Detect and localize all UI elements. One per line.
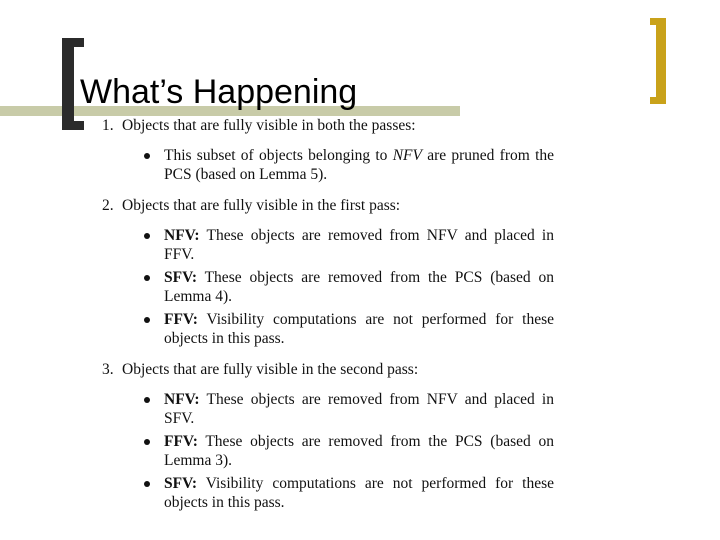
paper-excerpt bbox=[98, 116, 554, 524]
bullet-item bbox=[164, 146, 554, 184]
item-heading: Objects that are fully visible in the first pass: bbox=[122, 197, 401, 214]
bullet-text: These objects are removed from the PCS (based on Lemma 4). bbox=[164, 269, 554, 305]
list-item-1 bbox=[98, 116, 554, 184]
bullet-label: FFV: bbox=[164, 311, 198, 328]
bullet-list bbox=[122, 146, 554, 184]
bullet-item bbox=[164, 390, 554, 428]
bullet-item bbox=[164, 226, 554, 264]
bullet-text-em: NFV bbox=[392, 147, 422, 164]
bullet-icon bbox=[144, 153, 150, 159]
bullet-label: NFV: bbox=[164, 391, 200, 408]
bullet-icon bbox=[144, 275, 150, 281]
bullet-text: Visibility computations are not performed for these objects in this pass. bbox=[164, 475, 554, 511]
right-bracket-decoration bbox=[656, 18, 666, 104]
bullet-label: FFV: bbox=[164, 433, 198, 450]
bullet-icon bbox=[144, 317, 150, 323]
list-item-3 bbox=[98, 360, 554, 512]
bullet-text: These objects are removed from the PCS (based on Lemma 3). bbox=[164, 433, 554, 469]
item-number: 3. bbox=[102, 361, 114, 378]
bullet-list bbox=[122, 390, 554, 512]
item-number: 2. bbox=[102, 197, 114, 214]
left-bracket-bottom bbox=[62, 121, 84, 130]
item-heading: Objects that are fully visible in both the passes: bbox=[122, 117, 416, 134]
bullet-item bbox=[164, 474, 554, 512]
bullet-icon bbox=[144, 439, 150, 445]
item-number: 1. bbox=[102, 117, 114, 134]
bullet-item bbox=[164, 432, 554, 470]
slide-title: What’s Happening bbox=[80, 73, 358, 111]
bullet-list bbox=[122, 226, 554, 348]
bullet-label: SFV: bbox=[164, 269, 198, 286]
bullet-text: These objects are removed from NFV and placed in SFV. bbox=[164, 391, 554, 427]
bullet-icon bbox=[144, 481, 150, 487]
bullet-icon bbox=[144, 397, 150, 403]
bullet-text-post: are pruned from the PCS (based on Lemma 5). bbox=[164, 147, 555, 183]
right-bracket-bottom bbox=[650, 97, 666, 104]
list-item-2 bbox=[98, 196, 554, 348]
right-bracket-top bbox=[650, 18, 666, 25]
bullet-text: These objects are removed from NFV and placed in FFV. bbox=[164, 227, 554, 263]
bullet-item bbox=[164, 310, 554, 348]
bullet-text-pre: This subset of objects belonging to bbox=[164, 147, 393, 164]
left-bracket-decoration bbox=[62, 38, 74, 130]
bullet-label: NFV: bbox=[164, 227, 200, 244]
bullet-text: Visibility computations are not performed for these objects in this pass. bbox=[164, 311, 554, 347]
item-heading: Objects that are fully visible in the second pass: bbox=[122, 361, 419, 378]
bullet-label: SFV: bbox=[164, 475, 198, 492]
bullet-icon bbox=[144, 233, 150, 239]
left-bracket-top bbox=[62, 38, 84, 47]
bullet-item bbox=[164, 268, 554, 306]
